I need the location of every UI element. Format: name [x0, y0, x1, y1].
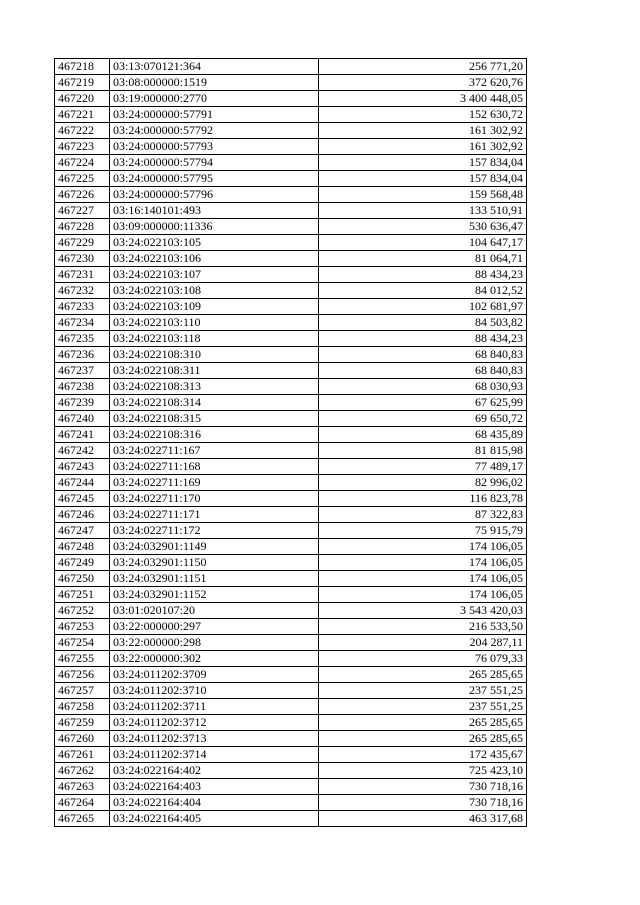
- cadastral-number-cell: 03:24:022711:172: [110, 523, 319, 539]
- row-number-cell: 467236: [55, 347, 110, 363]
- cadastral-number-cell: 03:22:000000:298: [110, 635, 319, 651]
- row-number-cell: 467243: [55, 459, 110, 475]
- row-number-cell: 467235: [55, 331, 110, 347]
- table-row: [55, 619, 527, 635]
- cadastral-number-cell: 03:24:000000:57792: [110, 123, 319, 139]
- cadastral-number-cell: 03:24:022108:316: [110, 427, 319, 443]
- table-row: [55, 331, 527, 347]
- table-row: [55, 283, 527, 299]
- cadastral-value-cell: 3 400 448,05: [319, 91, 527, 107]
- row-number-cell: 467261: [55, 747, 110, 763]
- row-number-cell: 467246: [55, 507, 110, 523]
- row-number-cell: 467257: [55, 683, 110, 699]
- cadastral-number-cell: 03:24:000000:57795: [110, 171, 319, 187]
- table-row: [55, 747, 527, 763]
- table-row: [55, 139, 527, 155]
- table-row: [55, 523, 527, 539]
- cadastral-value-cell: 161 302,92: [319, 139, 527, 155]
- cadastral-value-cell: 68 435,89: [319, 427, 527, 443]
- cadastral-number-cell: 03:19:000000:2770: [110, 91, 319, 107]
- table-row: [55, 587, 527, 603]
- cadastral-number-cell: 03:24:032901:1149: [110, 539, 319, 555]
- cadastral-value-cell: 69 650,72: [319, 411, 527, 427]
- cadastral-number-cell: 03:24:011202:3709: [110, 667, 319, 683]
- table-row: [55, 155, 527, 171]
- cadastral-value-table: [54, 58, 527, 827]
- cadastral-number-cell: 03:24:022108:315: [110, 411, 319, 427]
- table-row: [55, 187, 527, 203]
- cadastral-number-cell: 03:08:000000:1519: [110, 75, 319, 91]
- row-number-cell: 467224: [55, 155, 110, 171]
- table-body: [55, 59, 527, 827]
- cadastral-number-cell: 03:24:011202:3713: [110, 731, 319, 747]
- cadastral-number-cell: 03:13:070121:364: [110, 59, 319, 75]
- table-row: [55, 555, 527, 571]
- cadastral-number-cell: 03:24:022108:311: [110, 363, 319, 379]
- cadastral-value-cell: 256 771,20: [319, 59, 527, 75]
- cadastral-value-cell: 102 681,97: [319, 299, 527, 315]
- row-number-cell: 467260: [55, 731, 110, 747]
- cadastral-value-cell: 730 718,16: [319, 779, 527, 795]
- table-row: [55, 379, 527, 395]
- row-number-cell: 467222: [55, 123, 110, 139]
- row-number-cell: 467259: [55, 715, 110, 731]
- table-row: [55, 75, 527, 91]
- table-row: [55, 475, 527, 491]
- cadastral-value-cell: 265 285,65: [319, 667, 527, 683]
- row-number-cell: 467242: [55, 443, 110, 459]
- table-row: [55, 731, 527, 747]
- row-number-cell: 467263: [55, 779, 110, 795]
- table-row: [55, 667, 527, 683]
- table-row: [55, 299, 527, 315]
- table-row: [55, 603, 527, 619]
- table-row: [55, 59, 527, 75]
- cadastral-value-cell: 116 823,78: [319, 491, 527, 507]
- cadastral-value-cell: 174 106,05: [319, 555, 527, 571]
- table-row: [55, 363, 527, 379]
- table-row: [55, 651, 527, 667]
- cadastral-number-cell: 03:24:022711:170: [110, 491, 319, 507]
- row-number-cell: 467258: [55, 699, 110, 715]
- row-number-cell: 467232: [55, 283, 110, 299]
- cadastral-value-cell: 82 996,02: [319, 475, 527, 491]
- cadastral-value-cell: 84 503,82: [319, 315, 527, 331]
- row-number-cell: 467247: [55, 523, 110, 539]
- table-row: [55, 443, 527, 459]
- cadastral-value-cell: 216 533,50: [319, 619, 527, 635]
- cadastral-number-cell: 03:24:022103:118: [110, 331, 319, 347]
- cadastral-number-cell: 03:24:032901:1152: [110, 587, 319, 603]
- row-number-cell: 467241: [55, 427, 110, 443]
- table-row: [55, 251, 527, 267]
- cadastral-value-cell: 68 840,83: [319, 363, 527, 379]
- cadastral-number-cell: 03:01:020107:20: [110, 603, 319, 619]
- cadastral-value-cell: 104 647,17: [319, 235, 527, 251]
- cadastral-value-cell: 174 106,05: [319, 539, 527, 555]
- table-row: [55, 315, 527, 331]
- row-number-cell: 467231: [55, 267, 110, 283]
- cadastral-value-cell: 157 834,04: [319, 155, 527, 171]
- cadastral-value-cell: 725 423,10: [319, 763, 527, 779]
- row-number-cell: 467230: [55, 251, 110, 267]
- cadastral-number-cell: 03:09:000000:11336: [110, 219, 319, 235]
- cadastral-value-cell: 81 815,98: [319, 443, 527, 459]
- cadastral-number-cell: 03:24:022164:402: [110, 763, 319, 779]
- cadastral-number-cell: 03:24:022108:313: [110, 379, 319, 395]
- cadastral-number-cell: 03:24:000000:57791: [110, 107, 319, 123]
- table-row: [55, 395, 527, 411]
- row-number-cell: 467226: [55, 187, 110, 203]
- row-number-cell: 467248: [55, 539, 110, 555]
- cadastral-value-cell: 172 435,67: [319, 747, 527, 763]
- table-row: [55, 235, 527, 251]
- cadastral-number-cell: 03:16:140101:493: [110, 203, 319, 219]
- row-number-cell: 467253: [55, 619, 110, 635]
- cadastral-value-cell: 68 030,93: [319, 379, 527, 395]
- cadastral-value-cell: 88 434,23: [319, 267, 527, 283]
- cadastral-number-cell: 03:24:022103:108: [110, 283, 319, 299]
- cadastral-value-cell: 161 302,92: [319, 123, 527, 139]
- cadastral-value-cell: 265 285,65: [319, 731, 527, 747]
- cadastral-value-cell: 84 012,52: [319, 283, 527, 299]
- table-row: [55, 491, 527, 507]
- row-number-cell: 467244: [55, 475, 110, 491]
- table-row: [55, 219, 527, 235]
- cadastral-value-cell: 237 551,25: [319, 699, 527, 715]
- cadastral-value-cell: 88 434,23: [319, 331, 527, 347]
- cadastral-number-cell: 03:24:022103:105: [110, 235, 319, 251]
- cadastral-number-cell: 03:24:022164:405: [110, 811, 319, 827]
- cadastral-number-cell: 03:24:022164:403: [110, 779, 319, 795]
- cadastral-value-cell: 77 489,17: [319, 459, 527, 475]
- cadastral-number-cell: 03:24:011202:3714: [110, 747, 319, 763]
- cadastral-value-cell: 237 551,25: [319, 683, 527, 699]
- cadastral-number-cell: 03:24:000000:57794: [110, 155, 319, 171]
- table-row: [55, 347, 527, 363]
- cadastral-value-cell: 152 630,72: [319, 107, 527, 123]
- table-row: [55, 459, 527, 475]
- row-number-cell: 467252: [55, 603, 110, 619]
- table-row: [55, 635, 527, 651]
- row-number-cell: 467265: [55, 811, 110, 827]
- table-row: [55, 699, 527, 715]
- cadastral-value-cell: 463 317,68: [319, 811, 527, 827]
- cadastral-value-cell: 530 636,47: [319, 219, 527, 235]
- table-row: [55, 571, 527, 587]
- cadastral-number-cell: 03:22:000000:302: [110, 651, 319, 667]
- table-row: [55, 267, 527, 283]
- cadastral-number-cell: 03:24:000000:57793: [110, 139, 319, 155]
- cadastral-number-cell: 03:24:022711:167: [110, 443, 319, 459]
- cadastral-value-cell: 3 543 420,03: [319, 603, 527, 619]
- cadastral-value-cell: 204 287,11: [319, 635, 527, 651]
- table-row: [55, 427, 527, 443]
- cadastral-number-cell: 03:24:022103:109: [110, 299, 319, 315]
- cadastral-value-cell: 76 079,33: [319, 651, 527, 667]
- table-row: [55, 683, 527, 699]
- cadastral-value-cell: 265 285,65: [319, 715, 527, 731]
- row-number-cell: 467264: [55, 795, 110, 811]
- table-row: [55, 91, 527, 107]
- row-number-cell: 467256: [55, 667, 110, 683]
- row-number-cell: 467223: [55, 139, 110, 155]
- row-number-cell: 467239: [55, 395, 110, 411]
- row-number-cell: 467245: [55, 491, 110, 507]
- row-number-cell: 467254: [55, 635, 110, 651]
- row-number-cell: 467228: [55, 219, 110, 235]
- table-row: [55, 811, 527, 827]
- cadastral-number-cell: 03:24:000000:57796: [110, 187, 319, 203]
- row-number-cell: 467227: [55, 203, 110, 219]
- row-number-cell: 467218: [55, 59, 110, 75]
- row-number-cell: 467221: [55, 107, 110, 123]
- table-row: [55, 795, 527, 811]
- cadastral-value-cell: 133 510,91: [319, 203, 527, 219]
- cadastral-value-cell: 87 322,83: [319, 507, 527, 523]
- cadastral-number-cell: 03:24:032901:1151: [110, 571, 319, 587]
- cadastral-number-cell: 03:24:022108:310: [110, 347, 319, 363]
- cadastral-number-cell: 03:24:022108:314: [110, 395, 319, 411]
- table-row: [55, 763, 527, 779]
- row-number-cell: 467233: [55, 299, 110, 315]
- table-row: [55, 107, 527, 123]
- cadastral-value-cell: 159 568,48: [319, 187, 527, 203]
- table-row: [55, 171, 527, 187]
- row-number-cell: 467225: [55, 171, 110, 187]
- row-number-cell: 467237: [55, 363, 110, 379]
- cadastral-value-cell: 157 834,04: [319, 171, 527, 187]
- table-row: [55, 779, 527, 795]
- table-row: [55, 411, 527, 427]
- row-number-cell: 467219: [55, 75, 110, 91]
- row-number-cell: 467251: [55, 587, 110, 603]
- row-number-cell: 467238: [55, 379, 110, 395]
- row-number-cell: 467255: [55, 651, 110, 667]
- row-number-cell: 467250: [55, 571, 110, 587]
- cadastral-value-cell: 174 106,05: [319, 587, 527, 603]
- row-number-cell: 467249: [55, 555, 110, 571]
- table-row: [55, 123, 527, 139]
- row-number-cell: 467240: [55, 411, 110, 427]
- cadastral-number-cell: 03:24:022164:404: [110, 795, 319, 811]
- cadastral-number-cell: 03:24:022711:171: [110, 507, 319, 523]
- cadastral-value-cell: 372 620,76: [319, 75, 527, 91]
- table-row: [55, 507, 527, 523]
- row-number-cell: 467234: [55, 315, 110, 331]
- cadastral-number-cell: 03:24:011202:3710: [110, 683, 319, 699]
- cadastral-value-cell: 67 625,99: [319, 395, 527, 411]
- table-row: [55, 539, 527, 555]
- row-number-cell: 467229: [55, 235, 110, 251]
- cadastral-number-cell: 03:24:022711:168: [110, 459, 319, 475]
- cadastral-number-cell: 03:24:011202:3711: [110, 699, 319, 715]
- cadastral-number-cell: 03:24:022103:107: [110, 267, 319, 283]
- cadastral-number-cell: 03:24:022103:110: [110, 315, 319, 331]
- table-row: [55, 203, 527, 219]
- row-number-cell: 467220: [55, 91, 110, 107]
- cadastral-value-cell: 81 064,71: [319, 251, 527, 267]
- cadastral-number-cell: 03:24:032901:1150: [110, 555, 319, 571]
- cadastral-number-cell: 03:24:022103:106: [110, 251, 319, 267]
- cadastral-number-cell: 03:24:022711:169: [110, 475, 319, 491]
- table-row: [55, 715, 527, 731]
- cadastral-value-cell: 68 840,83: [319, 347, 527, 363]
- cadastral-number-cell: 03:24:011202:3712: [110, 715, 319, 731]
- row-number-cell: 467262: [55, 763, 110, 779]
- cadastral-value-cell: 730 718,16: [319, 795, 527, 811]
- cadastral-value-cell: 174 106,05: [319, 571, 527, 587]
- cadastral-value-cell: 75 915,79: [319, 523, 527, 539]
- cadastral-number-cell: 03:22:000000:297: [110, 619, 319, 635]
